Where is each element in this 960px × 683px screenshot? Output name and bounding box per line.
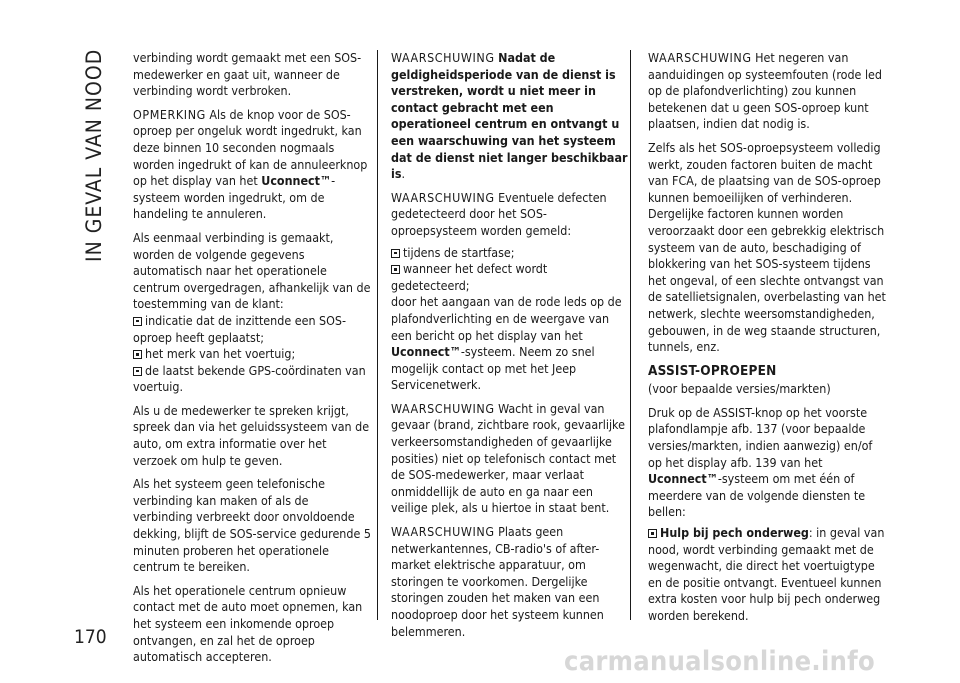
list-item: tijdens de startfase;	[391, 245, 629, 262]
chapter-title: IN GEVAL VAN NOOD	[82, 48, 106, 262]
warning-label: WAARSCHUWING	[391, 400, 495, 416]
list-item: wanneer het defect wordt gedetecteerd;	[391, 261, 548, 293]
list-item: indicatie dat de inzittende een SOS-oproep heeft geplaatst;	[133, 312, 346, 345]
warning-label: WAARSCHUWING	[648, 50, 752, 65]
column-divider-2	[630, 50, 631, 620]
section-subheading: (voor bepaalde versies/markten)	[648, 381, 831, 397]
bullet-icon	[133, 367, 142, 376]
note-text-a: Als de knop voor de SOS-oproep per ongeluk wordt ingedrukt, kan deze binnen 10 seconden nogmaals worden ingedrukt of kan de annuleerknop op het display van het	[133, 106, 368, 189]
note-paragraph	[133, 107, 371, 223]
warning-bold-text: Nadat de geldigheidsperiode van de dienst is verstreken, wordt u niet meer in contact gebracht met een operationeel centrum en ontvangt u een waarschuwing van het systeem dat de dienst niet langer beschikbaar is	[391, 50, 628, 182]
warning-label: WAARSCHUWING	[391, 50, 495, 65]
paragraph: Als het operationele centrum opnieuw contact met de auto moet opnemen, kan het systeem een inkomende oproep ontvangen, en zal het de oproep automatisch accepteren.	[133, 582, 363, 665]
bullet-icon	[391, 249, 400, 258]
column-2	[391, 50, 629, 647]
bullet-list	[133, 313, 371, 396]
brand-name: Uconnect™	[261, 173, 332, 189]
watermark: carmanualsonline.info	[564, 646, 876, 677]
brand-name: Uconnect™	[648, 471, 718, 487]
paragraph: door het aangaan van de rode leds op de plafondverlichting en de weergave van een bericht op het display van het Uconnect™-systeem. Neem zo snel mogelijk contact op met het Jeep Servicenetwerk.	[391, 294, 622, 393]
list-item: Hulp bij pech onderweg: in geval van nood, wordt verbinding gemaakt met de wegenwacht, die direct het voertuigtype en de positie ontvangt. Eventueel kunnen extra kosten voor hulp bij pech onderweg worden berekend.	[648, 525, 885, 623]
paragraph: Druk op de ASSIST-knop op het voorste plafondlampje afb. 137 (voor bepaalde versies/markten, indien aanwezig) en/of op het display afb. 139 van het Uconnect™-systeem om met één of meerdere van de volgende diensten te bellen:	[648, 404, 873, 520]
warning-paragraph: WAARSCHUWING Eventuele defecten gedetecteerd door het SOS-oproepsysteem worden gemeld:	[391, 189, 607, 238]
bullet-icon	[133, 317, 142, 326]
warning-paragraph: WAARSCHUWING Nadat de geldigheidsperiode van de dienst is verstreken, wordt u niet meer in contact gebracht met een operationeel centrum en ontvangt u een waarschuwing van het systeem dat de dienst niet langer beschikbaar is.	[391, 50, 628, 182]
list-item: de laatst bekende GPS-coördinaten van voertuig.	[133, 362, 366, 395]
warning-paragraph: WAARSCHUWING Wacht in geval van gevaar (brand, zichtbare rook, gevaarlijke verkeersomstandigheden of gevaarlijke posities) niet op telefonisch contact met de SOS-medewerker, maar verlaat onmiddellijk de auto en ga naar een veilige plek, als u hiertoe in staat bent.	[391, 400, 625, 516]
column-3	[648, 50, 886, 625]
paragraph: Als eenmaal verbinding is gemaakt, worden de volgende gegevens automatisch naar het operationele centrum overgedragen, afhankelijk van de toestemming van de klant:	[133, 229, 371, 312]
paragraph: Als het systeem geen telefonische verbinding kan maken of als de verbinding verbreekt door onvoldoende dekking, blijft de SOS-service gedurende 5 minuten proberen het operationele centrum te bereiken.	[133, 476, 371, 575]
column-1	[133, 50, 371, 673]
note-text-b: -systeem worden ingedrukt, om de handeling te annuleren.	[133, 173, 336, 222]
bullet-list	[648, 525, 886, 625]
warning-label: WAARSCHUWING	[391, 524, 495, 540]
brand-name: Uconnect™	[391, 344, 461, 360]
bullet-list	[391, 245, 629, 295]
column-divider-1	[377, 50, 378, 620]
paragraph: Zelfs als het SOS-oproepsysteem volledig werkt, zouden factoren buiten de macht van FCA, de plaatsing van de SOS-oproep kunnen bemoeilijken of verhinderen. Dergelijke factoren kunnen worden veroorzaakt door een gebrekkig elektrisch systeem van de auto, beschadiging of blokkering van het SOS-systeem tijdens het ongeval, of een slechte ontvangst van de satellietsignalen, overbelasting van het netwerk, slechte weersomstandigheden, gebouwen, in de weg staande structuren, tunnels, enz.	[648, 139, 886, 355]
note-label: OPMERKING	[133, 106, 206, 122]
bullet-icon	[648, 529, 657, 538]
bullet-icon	[133, 350, 142, 359]
paragraph: Als u de medewerker te spreken krijgt, spreek dan via het geluidssysteem van de auto, om extra informatie over het verzoek om hulp te geven.	[133, 402, 370, 468]
section-heading: ASSIST-OPROEPEN	[648, 362, 777, 379]
warning-paragraph: WAARSCHUWING Plaats geen netwerkantennes, CB-radio's of after-market elektrische apparatuur, om storingen te voorkomen. Dergelijke storingen zouden het maken van een noodoproep door het systeem kunnen belemmeren.	[391, 524, 604, 639]
bullet-icon	[391, 265, 400, 274]
page-number: 170	[74, 626, 107, 648]
warning-label: WAARSCHUWING	[391, 189, 495, 205]
list-item: het merk van het voertuig;	[133, 346, 371, 363]
warning-paragraph: WAARSCHUWING Het negeren van aanduidingen op systeemfouten (rode led op de plafondverlichting) zou kunnen betekenen dat u geen SOS-oproep kunt plaatsen, indien dat nodig is.	[648, 50, 882, 132]
paragraph: verbinding wordt gemaakt met een SOS-medewerker en gaat uit, wanneer de verbinding wordt verbroken.	[133, 50, 362, 99]
